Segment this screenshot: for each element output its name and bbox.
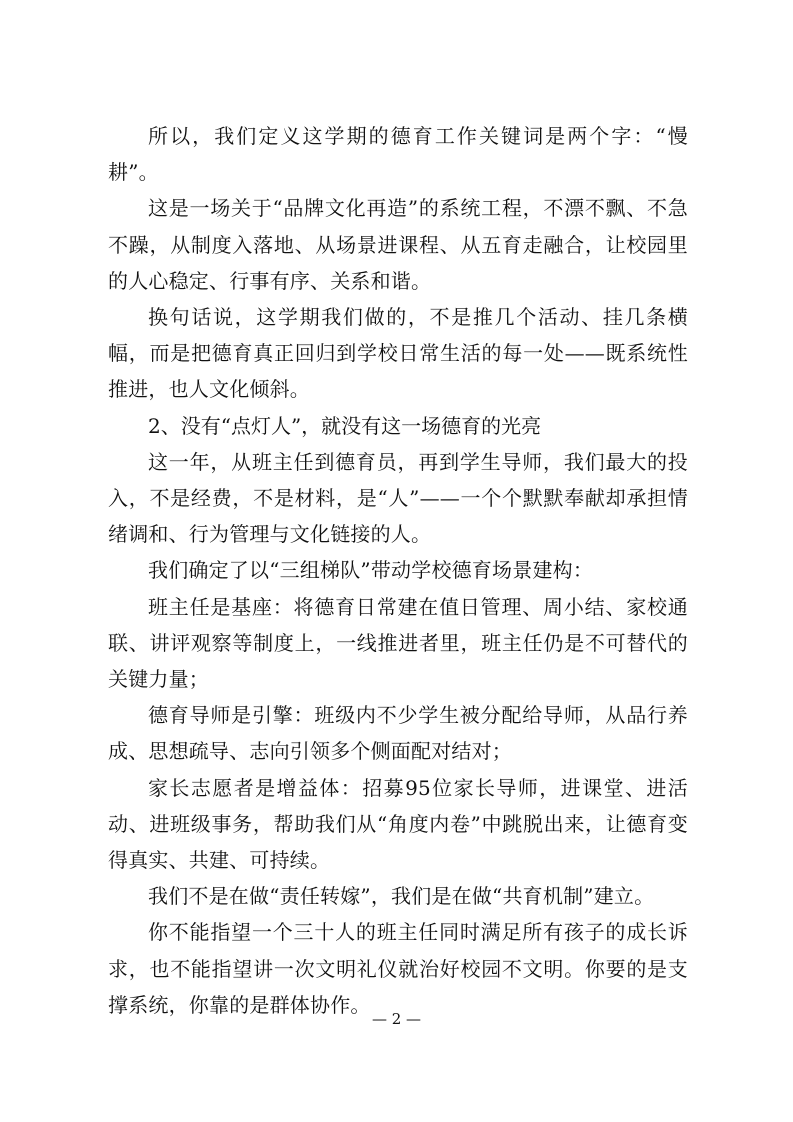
section-heading-lamplighter: 2、没有“点灯人”，就没有这一场德育的光亮 — [148, 413, 542, 438]
paragraph-support-system: 你不能指望一个三十人的班主任同时满足所有孩子的成长诉求，也不能指望讲一次文明礼仪就治好校园不文明。你要的是支撑系统，你靠的是群体协作。 — [108, 920, 688, 1017]
paragraph-this-year: 这一年，从班主任到德育员，再到学生导师，我们最大的投入，不是经费，不是材料，是“人”——一个个默默奉献却承担情绪调和、行为管理与文化链接的人。 — [108, 449, 688, 547]
paragraph-moral-mentor: 德育导师是引擎：班级内不少学生被分配给导师，从品行养成、思想疏导、志向引领多个侧面配对结对； — [108, 703, 688, 764]
body-text — [108, 118, 688, 1023]
paragraph-in-other-words: 换句话说，这学期我们做的，不是推几个活动、挂几条横幅，而是把德育真正回归到学校日常生活的每一处——既系统性推进，也人文化倾斜。 — [108, 305, 688, 402]
paragraph-three-tiers: 我们确定了以“三组梯队”带动学校德育场景建构： — [148, 558, 594, 583]
page-number: — 2 — — [371, 1010, 422, 1028]
paragraph-co-education: 我们不是在做“责任转嫁”，我们是在做“共育机制”建立。 — [148, 884, 655, 909]
paragraph-slow-farming: 所以，我们定义这学期的德育工作关键词是两个字：“慢耕”。 — [108, 124, 688, 185]
paragraph-parent-volunteer: 家长志愿者是增益体：招募95位家长导师，进课堂、进活动、进班级事务，帮助我们从“角度内卷”中跳脱出来，让德育变得真实、共建、可持续。 — [108, 775, 688, 873]
paragraph-head-teacher: 班主任是基座：将德育日常建在值日管理、周小结、家校通联、讲评观察等制度上，一线推进者里，班主任仍是不可替代的关键力量； — [108, 594, 688, 692]
paragraph-brand-culture: 这是一场关于“品牌文化再造”的系统工程，不漂不飘、不急不躁，从制度入落地、从场景进课程、从五育走融合，让校园里的人心稳定、行事有序、关系和谐。 — [108, 196, 688, 293]
